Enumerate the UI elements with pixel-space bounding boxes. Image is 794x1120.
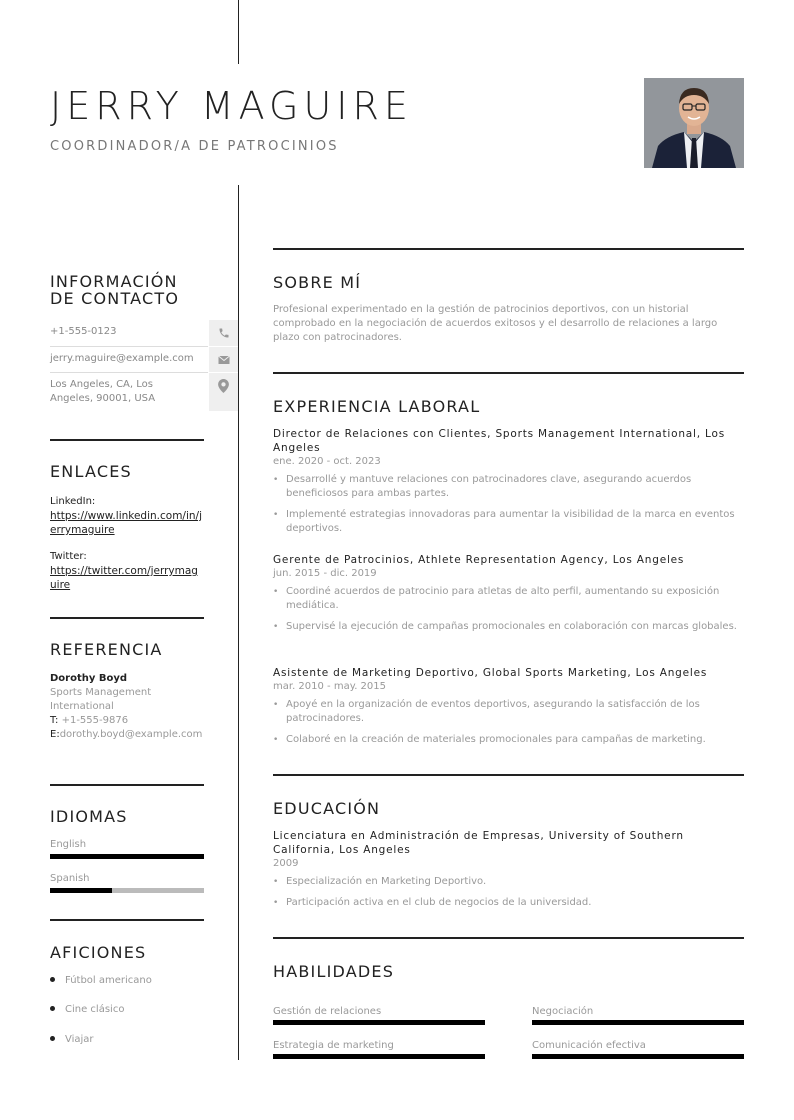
job-entry-title: Director de Relaciones con Clientes, Sports Management International, Los Angeles — [273, 428, 725, 454]
skills-heading: HABILIDADES — [273, 962, 395, 981]
skill-level-bar — [532, 1020, 744, 1025]
skill-item — [273, 1040, 485, 1059]
contact-heading-line2: DE CONTACTO — [50, 289, 180, 308]
skill-item — [532, 1040, 744, 1059]
contact-phone: +1-555-0123 — [50, 326, 117, 337]
bullet-icon — [50, 1006, 55, 1011]
section-divider — [50, 439, 204, 441]
links-section — [50, 463, 204, 592]
section-divider — [273, 248, 744, 250]
contact-heading-line1: INFORMACIÓN — [50, 272, 178, 291]
contact-phone-row — [50, 320, 238, 346]
about-text: Profesional experimentado en la gestión de patrocinios deportivos, con un historial comprobado en la negociación de acuerdos exitosos y el desarrollo de relaciones a largo plazo con patrocinadores. — [273, 304, 718, 343]
sidebar-vertical-divider — [238, 185, 239, 1060]
list-item: • Participación activa en el club de negocios de la universidad. — [273, 896, 744, 910]
contact-address: Los Angeles, CA, Los Angeles, 90001, USA — [50, 379, 156, 404]
list-item: • Desarrollé y mantuve relaciones con patrocinadores clave, asegurando acuerdos beneficiosos para ambas partes. — [273, 473, 744, 501]
hobby-item — [50, 1004, 124, 1015]
language-name: English — [50, 839, 87, 850]
list-item: • Especialización en Marketing Deportivo. — [273, 875, 744, 889]
candidate-name: JERRY MAGUIRE — [50, 84, 413, 128]
skill-item — [532, 1006, 744, 1025]
bullet-icon — [50, 1036, 55, 1041]
list-item: • Apoyé en la organización de eventos deportivos, asegurando la satisfacción de los patrocinadores. — [273, 698, 744, 726]
job-title: COORDINADOR/A DE PATROCINIOS — [50, 139, 339, 154]
reference-heading: REFERENCIA — [50, 640, 163, 659]
about-heading: SOBRE MÍ — [273, 273, 362, 292]
linkedin-label: LinkedIn: — [50, 496, 96, 507]
reference-phone: +1-555-9876 — [61, 715, 129, 726]
twitter-link[interactable]: https://twitter.com/jerrymaguire — [50, 565, 198, 591]
list-item: • Supervisé la ejecución de campañas promocionales en colaboración con marcas globales. — [273, 620, 744, 634]
section-divider — [273, 372, 744, 374]
skill-level-bar — [273, 1054, 485, 1059]
phone-icon — [209, 320, 238, 346]
language-level-bar — [50, 888, 204, 893]
education-bullets — [273, 875, 744, 910]
reference-phone-label: T: — [50, 715, 59, 726]
linkedin-link[interactable]: https://www.linkedin.com/in/jerrymaguire — [50, 510, 202, 536]
job-entry-date: jun. 2015 - dic. 2019 — [273, 568, 377, 579]
links-heading: ENLACES — [50, 462, 132, 481]
education-title: Licenciatura en Administración de Empresas, University of Southern California, Los Angeles — [273, 830, 684, 856]
reference-company: Sports Management International — [50, 687, 152, 712]
education-entry — [273, 829, 744, 917]
job-entry-title: Gerente de Patrocinios, Athlete Representation Agency, Los Angeles — [273, 554, 685, 566]
hobby-label: Viajar — [65, 1034, 94, 1045]
languages-section — [50, 808, 204, 825]
job-entry-bullets — [273, 473, 744, 536]
location-pin-icon — [209, 373, 238, 411]
hobby-label: Fútbol americano — [65, 975, 152, 986]
hobby-item — [50, 975, 152, 986]
job-entry — [273, 553, 744, 641]
list-item: • Colaboré en la creación de materiales promocionales para campañas de marketing. — [273, 733, 744, 747]
hobbies-section — [50, 944, 204, 961]
skill-name: Estrategia de marketing — [273, 1040, 394, 1051]
languages-heading: IDIOMAS — [50, 807, 128, 826]
hobbies-heading: AFICIONES — [50, 943, 147, 962]
contact-email: jerry.maguire@example.com — [50, 353, 194, 364]
hobby-item — [50, 1034, 94, 1045]
contact-section — [50, 273, 204, 307]
section-divider — [273, 937, 744, 939]
reference-email-line — [50, 728, 204, 742]
reference-section — [50, 641, 204, 742]
job-entry-bullets — [273, 698, 744, 747]
language-name: Spanish — [50, 873, 90, 884]
mail-icon — [209, 347, 238, 372]
skill-level-bar — [532, 1054, 744, 1059]
reference-email-label: E: — [50, 729, 60, 740]
language-level-bar — [50, 854, 204, 859]
reference-name: Dorothy Boyd — [50, 673, 128, 684]
twitter-label: Twitter: — [50, 551, 87, 562]
job-entry — [273, 666, 744, 754]
section-divider — [273, 774, 744, 776]
list-item: • Implementé estrategias innovadoras para aumentar la visibilidad de la marca en eventos deportivos. — [273, 508, 744, 536]
education-heading: EDUCACIÓN — [273, 799, 381, 818]
skill-name: Comunicación efectiva — [532, 1040, 646, 1051]
skill-name: Gestión de relaciones — [273, 1006, 382, 1017]
skill-level-bar — [273, 1020, 485, 1025]
section-divider — [50, 784, 204, 786]
section-divider — [50, 919, 204, 921]
contact-address-row — [50, 373, 238, 411]
profile-photo — [644, 78, 744, 168]
reference-email: dorothy.boyd@example.com — [59, 729, 203, 740]
top-vertical-divider — [238, 0, 239, 64]
job-entry-title: Asistente de Marketing Deportivo, Global Sports Marketing, Los Angeles — [273, 667, 708, 679]
experience-heading: EXPERIENCIA LABORAL — [273, 397, 481, 416]
contact-email-row — [50, 347, 238, 372]
skill-name: Negociación — [532, 1006, 594, 1017]
section-divider — [50, 617, 204, 619]
education-date: 2009 — [273, 858, 299, 869]
reference-phone-line — [50, 714, 204, 728]
hobby-label: Cine clásico — [65, 1004, 125, 1015]
skill-item — [273, 1006, 485, 1025]
job-entry-date: ene. 2020 - oct. 2023 — [273, 456, 381, 467]
list-item: • Coordiné acuerdos de patrocinio para atletas de alto perfil, aumentando su exposición mediática. — [273, 585, 744, 613]
job-entry-date: mar. 2010 - may. 2015 — [273, 681, 387, 692]
job-entry-bullets — [273, 585, 744, 634]
bullet-icon — [50, 977, 55, 982]
language-level-fill — [50, 888, 112, 893]
job-entry — [273, 427, 744, 543]
language-level-fill — [50, 854, 204, 859]
